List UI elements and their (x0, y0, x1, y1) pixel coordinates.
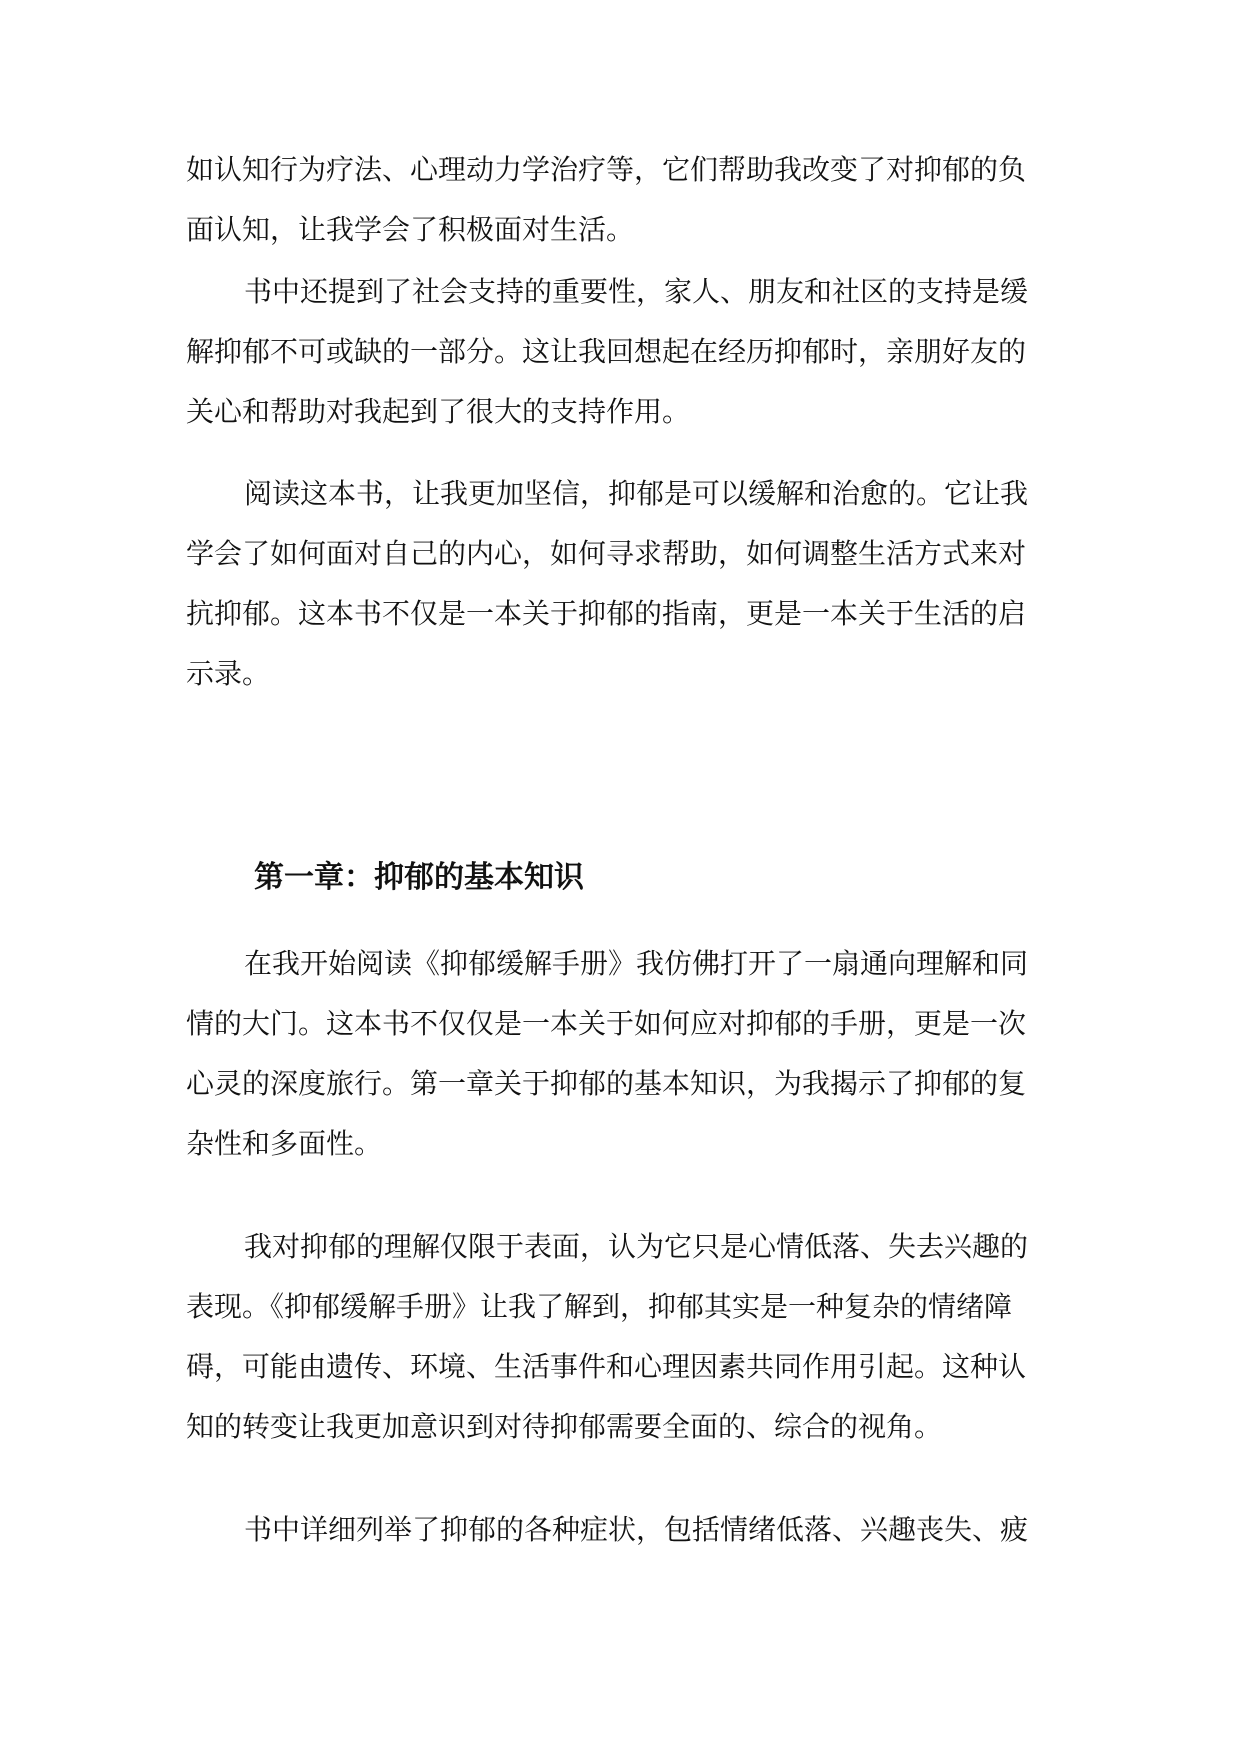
paragraph-line: 书中还提到了社会支持的重要性，家人、朋友和社区的支持是缓 (244, 275, 1029, 308)
paragraph-line: 碍，可能由遗传、环境、生活事件和心理因素共同作用引起。这种认 (186, 1350, 1027, 1383)
paragraph-line: 知的转变让我更加意识到对待抑郁需要全面的、综合的视角。 (186, 1410, 943, 1443)
paragraph-line: 面认知，让我学会了积极面对生活。 (186, 213, 635, 246)
paragraph-2 (186, 262, 1056, 442)
paragraph-line: 关心和帮助对我起到了很大的支持作用。 (186, 395, 691, 428)
paragraph-1 (186, 140, 1056, 260)
paragraph-3 (186, 464, 1056, 704)
paragraph-line: 杂性和多面性。 (186, 1127, 383, 1160)
paragraph-line: 示录。 (186, 657, 271, 690)
paragraph-line: 解抑郁不可或缺的一部分。这让我回想起在经历抑郁时，亲朋好友的 (186, 335, 1027, 368)
paragraph-line: 在我开始阅读《抑郁缓解手册》我仿佛打开了一扇通向理解和同 (244, 947, 1029, 980)
paragraph-line: 阅读这本书，让我更加坚信，抑郁是可以缓解和治愈的。它让我 (244, 477, 1029, 510)
paragraph-line: 心灵的深度旅行。第一章关于抑郁的基本知识，为我揭示了抑郁的复 (186, 1067, 1027, 1100)
paragraph-6 (186, 1500, 1056, 1560)
paragraph-line: 学会了如何面对自己的内心，如何寻求帮助，如何调整生活方式来对 (186, 537, 1027, 570)
chapter-heading: 第一章：抑郁的基本知识 (254, 860, 584, 895)
paragraph-line: 我对抑郁的理解仅限于表面，认为它只是心情低落、失去兴趣的 (244, 1230, 1029, 1263)
paragraph-line: 抗抑郁。这本书不仅是一本关于抑郁的指南，更是一本关于生活的启 (186, 597, 1027, 630)
paragraph-line: 情的大门。这本书不仅仅是一本关于如何应对抑郁的手册，更是一次 (186, 1007, 1027, 1040)
paragraph-4 (186, 934, 1056, 1174)
paragraph-line: 如认知行为疗法、心理动力学治疗等，它们帮助我改变了对抑郁的负 (186, 153, 1027, 186)
paragraph-line: 表现。《抑郁缓解手册》让我了解到，抑郁其实是一种复杂的情绪障 (186, 1290, 1013, 1323)
paragraph-line: 书中详细列举了抑郁的各种症状，包括情绪低落、兴趣丧失、疲 (244, 1513, 1029, 1546)
paragraph-5 (186, 1217, 1056, 1457)
